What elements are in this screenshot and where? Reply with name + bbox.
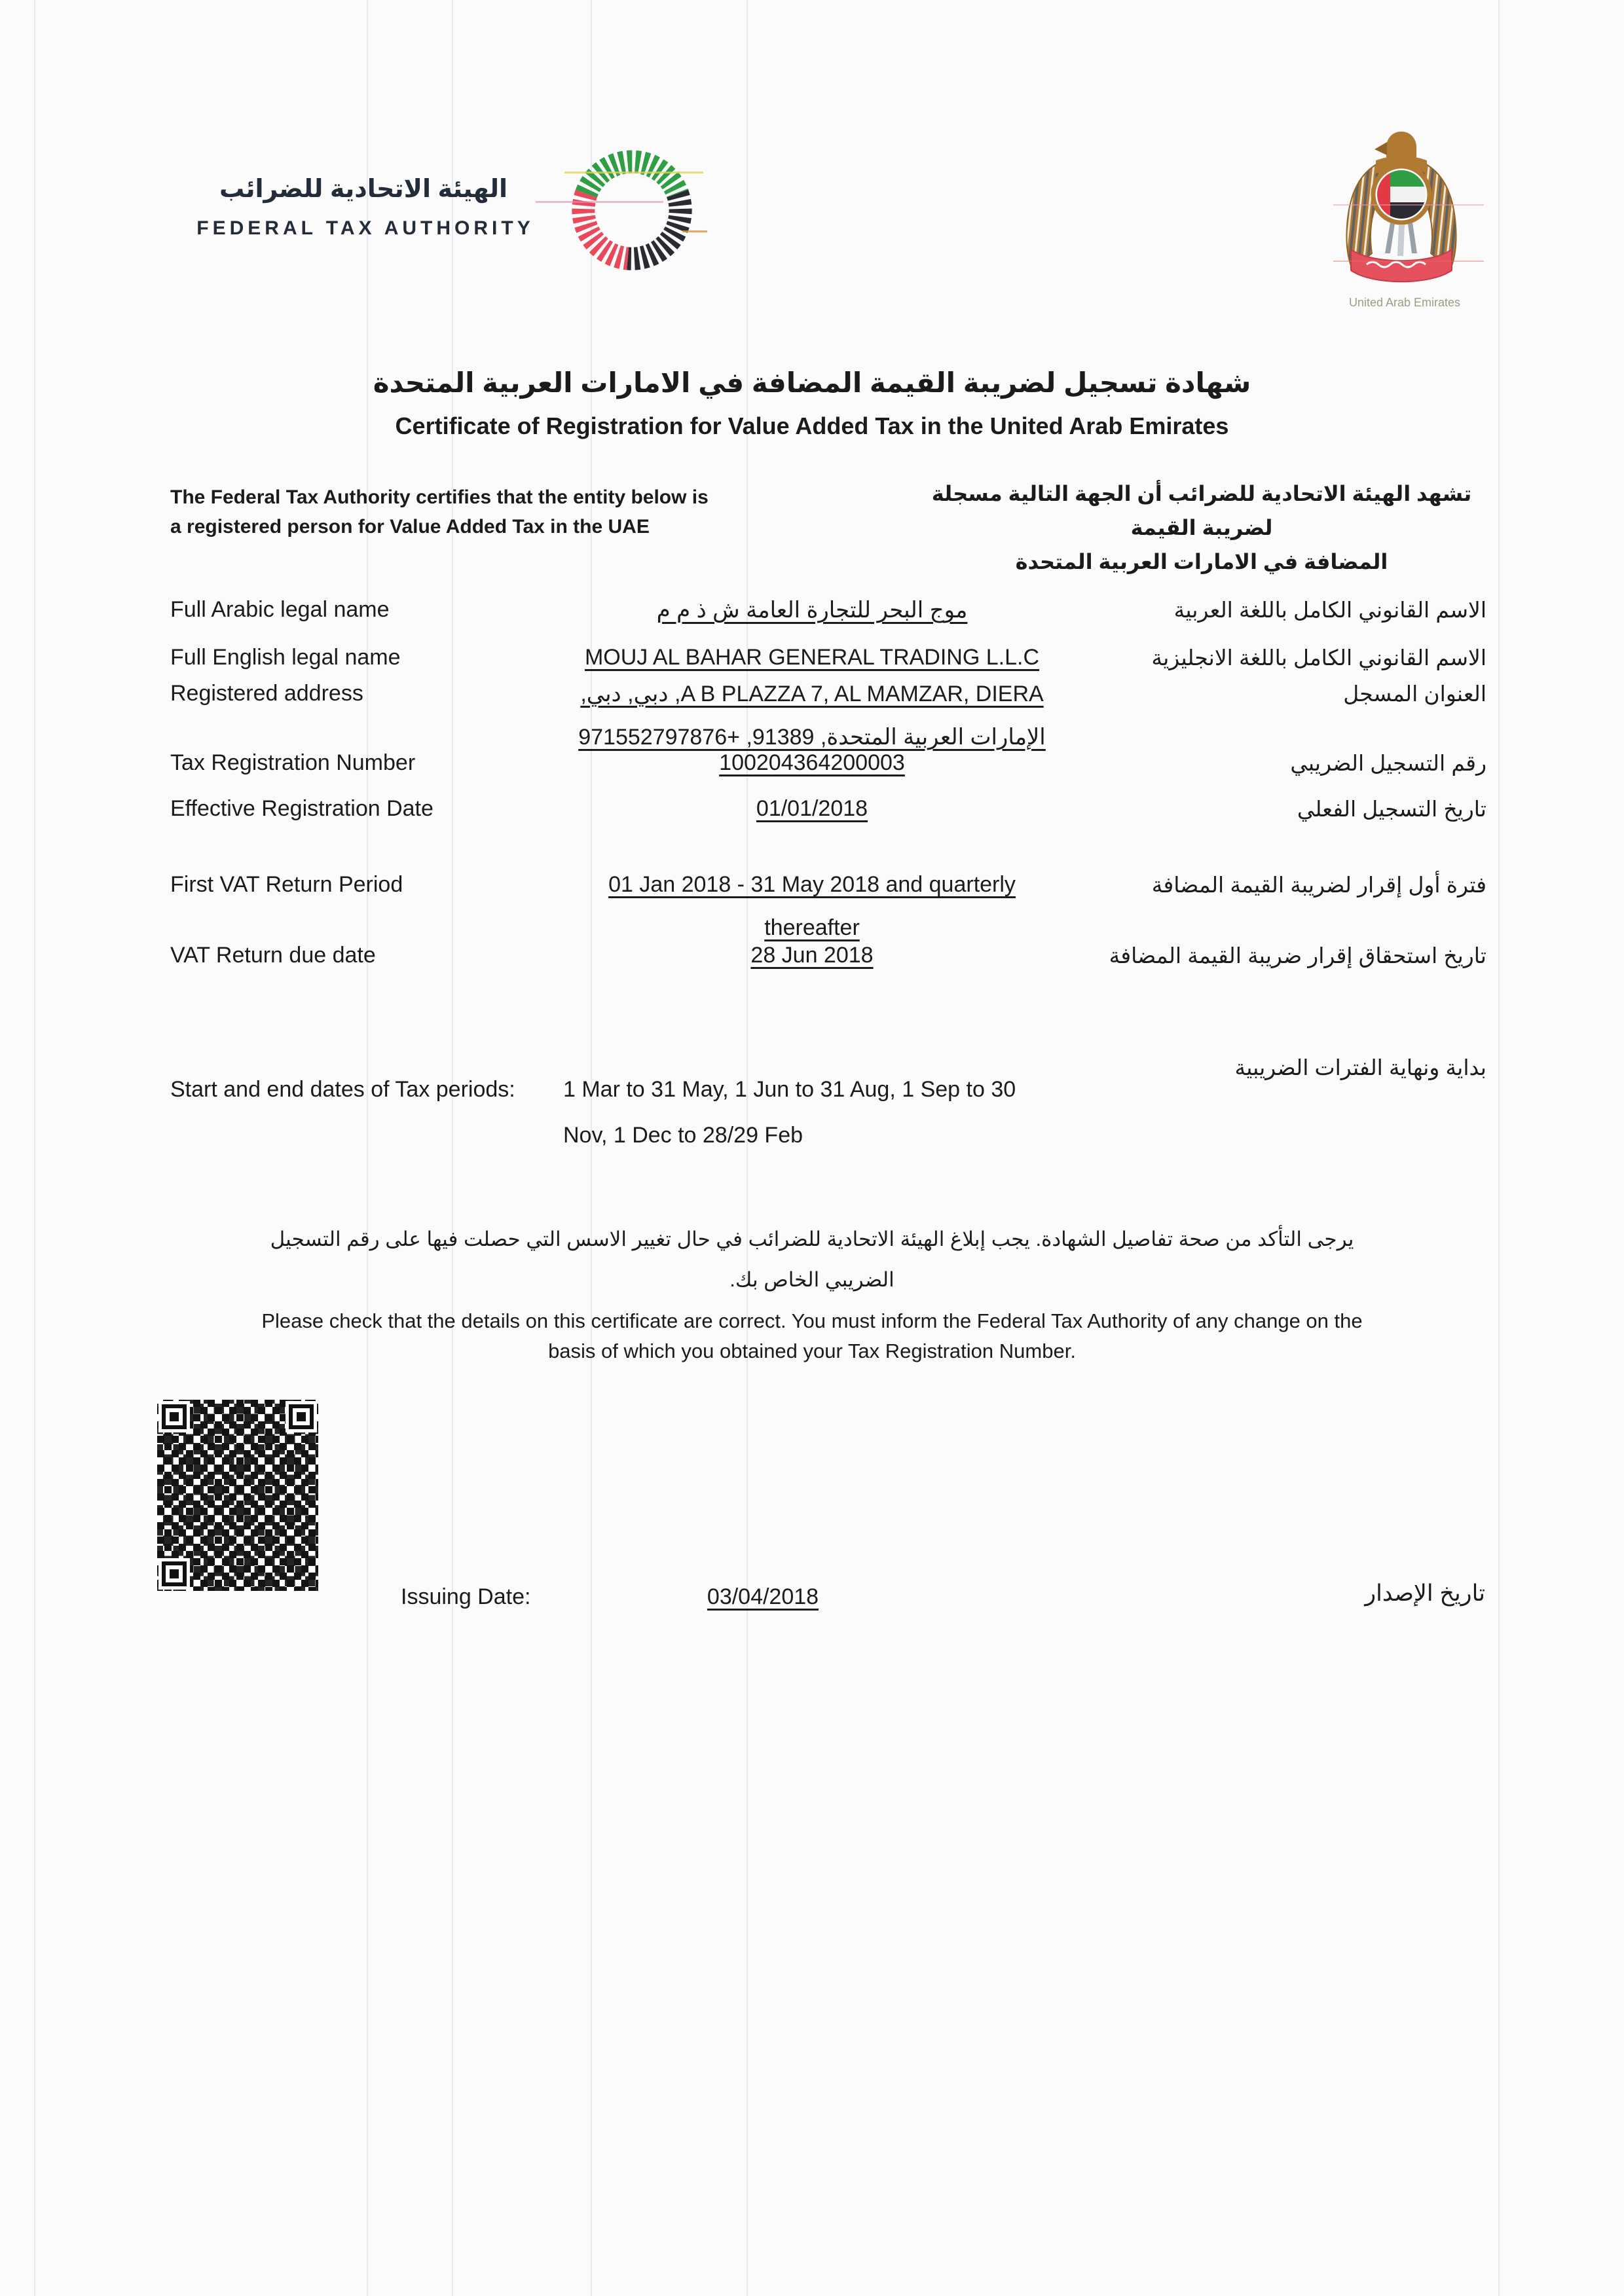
field-label-en: Registered address (170, 681, 363, 706)
scan-line (1498, 0, 1500, 2296)
certification-statement-arabic-line1: تشهد الهيئة الاتحادية للضرائب أن الجهة التالية مسجلة لضريبة القيمة (931, 482, 1472, 539)
field-value-line1: 01 Jan 2018 - 31 May 2018 and quarterly (608, 872, 1016, 897)
field-row-tax-registration-number (0, 750, 1624, 775)
notice-arabic-line2: الضريبي الخاص بك. (729, 1268, 895, 1291)
fta-logo-arabic-text: الهيئة الاتحادية للضرائب (219, 175, 507, 203)
field-row-vat-return-due-date (0, 943, 1624, 968)
field-row-first-vat-return-period (0, 872, 1624, 940)
field-label-ar: تاريخ استحقاق إقرار ضريبة القيمة المضافة (1109, 943, 1486, 968)
certification-statement-english-line2: a registered person for Value Added Tax in the UAE (170, 516, 650, 538)
scan-artifact (536, 201, 663, 203)
field-label-en: Tax Registration Number (170, 750, 416, 775)
uae-emblem-icon (1326, 121, 1477, 296)
certification-statement-english-line1: The Federal Tax Authority certifies that the entity below is (170, 486, 709, 508)
notice-arabic-line1: يرجى التأكد من صحة تفاصيل الشهادة. يجب إبلاغ الهيئة الاتحادية للضرائب في حال تغيير الاسس التي حصلت فيها على رقم التسجيل (270, 1228, 1354, 1250)
certification-statement-english (170, 483, 799, 541)
notice-english-line1: Please check that the details on this certificate are correct. You must inform the Federal Tax Authority of any change on the (261, 1309, 1363, 1332)
scan-line (367, 0, 368, 2296)
field-label-ar: الاسم القانوني الكامل باللغة الانجليزية (1151, 646, 1486, 670)
certification-statement-arabic (907, 477, 1496, 579)
issuing-date-value: 03/04/2018 (707, 1584, 819, 1609)
scan-artifact (1333, 204, 1484, 206)
certificate-title-english: Certificate of Registration for Value Added Tax in the United Arab Emirates (395, 412, 1229, 439)
field-label-ar: رقم التسجيل الضريبي (1290, 751, 1486, 775)
qr-code (157, 1400, 318, 1591)
field-label-en: VAT Return due date (170, 943, 376, 968)
scan-artifact (1333, 261, 1484, 262)
field-value: 01/01/2018 (756, 796, 868, 821)
scan-line (452, 0, 453, 2296)
field-row-effective-registration-date (0, 796, 1624, 821)
field-value: 100204364200003 (719, 750, 905, 775)
field-row-tax-periods (0, 1055, 1624, 1148)
field-row-registered-address (0, 681, 1624, 750)
field-label-en: Full English legal name (170, 645, 401, 670)
qr-finder-bottom-left (158, 1558, 190, 1590)
field-value-line1: A B PLAZZA 7, AL MAMZAR, DIERA, دبي, دبي, (580, 682, 1044, 706)
field-value-line1: 1 Mar to 31 May, 1 Jun to 31 Aug, 1 Sep to 30 (563, 1077, 1016, 1102)
certificate-title-arabic: شهادة تسجيل لضريبة القيمة المضافة في الامارات العربية المتحدة (373, 367, 1251, 398)
qr-finder-top-left (158, 1401, 190, 1432)
uae-emblem-caption: United Arab Emirates (1348, 296, 1461, 309)
certification-statement-arabic-line2: المضافة في الامارات العربية المتحدة (1015, 550, 1388, 574)
fta-logo-english-text: FEDERAL TAX AUTHORITY (196, 217, 534, 239)
field-label-ar: بداية ونهاية الفترات الضريبية (1234, 1055, 1486, 1080)
field-label-en: First VAT Return Period (170, 872, 403, 897)
field-label-en: Full Arabic legal name (170, 597, 390, 622)
field-value: MOUJ AL BAHAR GENERAL TRADING L.L.C (584, 645, 1040, 670)
field-label-en: Start and end dates of Tax periods: (170, 1077, 515, 1102)
field-row-full-arabic-legal-name (0, 597, 1624, 623)
scan-line (34, 0, 35, 2296)
notice-english-line2: basis of which you obtained your Tax Registration Number. (548, 1339, 1076, 1362)
qr-finder-top-right (286, 1401, 317, 1432)
field-label-ar: تاريخ التسجيل الفعلي (1297, 797, 1486, 821)
field-label-ar: الاسم القانوني الكامل باللغة العربية (1173, 598, 1486, 622)
field-value: موج البحر للتجارة العامة ش ذ م م (656, 598, 968, 623)
issuing-date-label-arabic: تاريخ الإصدار (1365, 1580, 1485, 1606)
fta-logo-mark-icon (564, 143, 699, 281)
field-label-ar: فترة أول إقرار لضريبة القيمة المضافة (1151, 873, 1486, 897)
field-value-line2: Nov, 1 Dec to 28/29 Feb (563, 1123, 803, 1148)
field-label-en: Effective Registration Date (170, 796, 434, 821)
scan-artifact (564, 172, 703, 173)
field-value-line2: الإمارات العربية المتحدة, 91389, +971552797876 (578, 725, 1046, 750)
field-value-line2: thereafter (764, 915, 860, 940)
field-label-ar: العنوان المسجل (1343, 682, 1486, 706)
field-row-full-english-legal-name (0, 645, 1624, 670)
issuing-date-label: Issuing Date: (401, 1584, 531, 1609)
scan-artifact (682, 230, 707, 232)
field-value: 28 Jun 2018 (750, 943, 874, 968)
